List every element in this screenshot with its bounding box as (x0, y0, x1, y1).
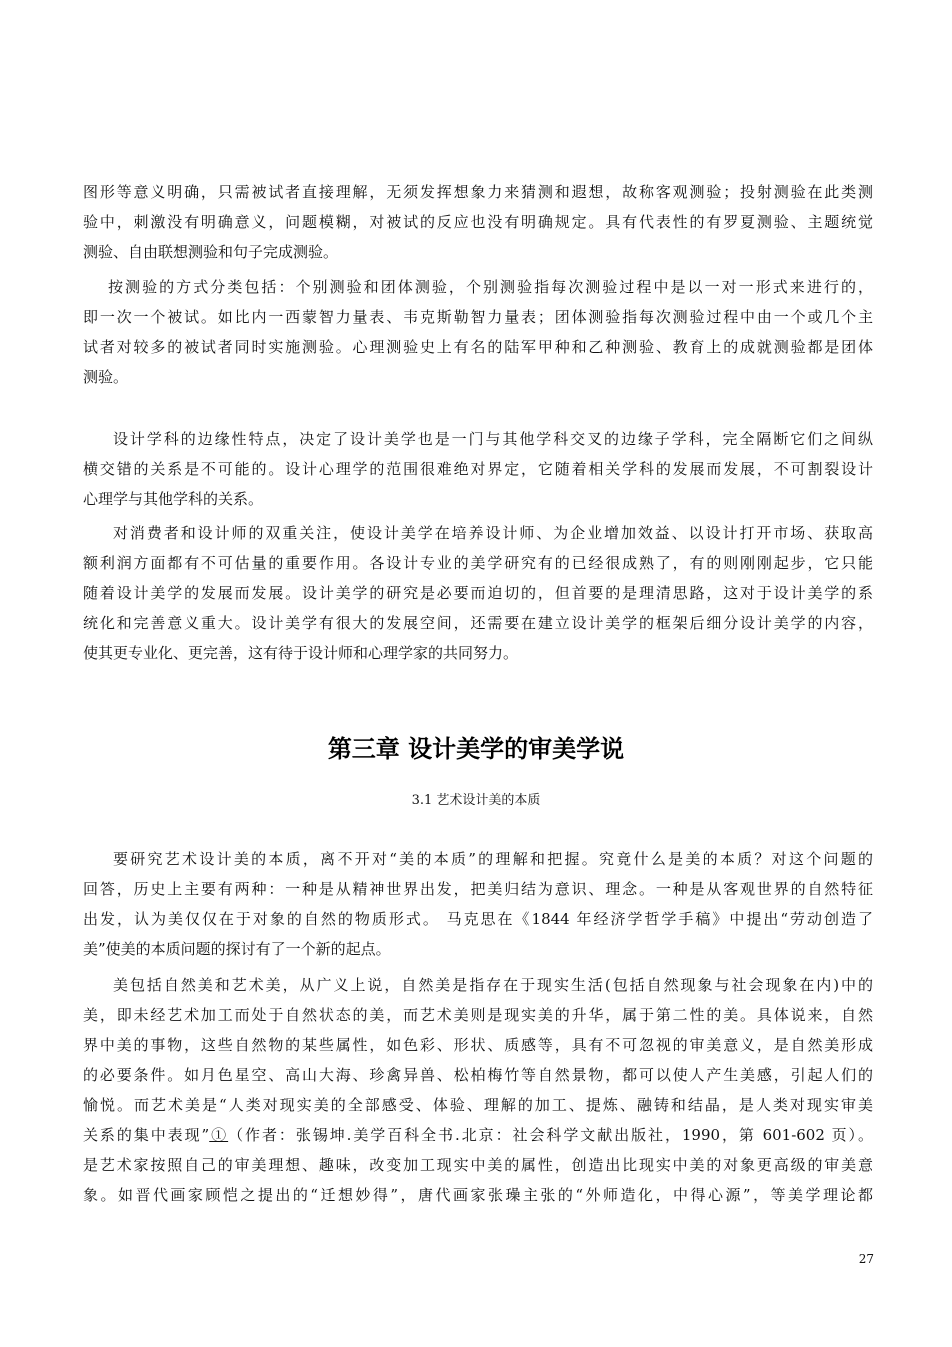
text-line: 美包括自然美和艺术美，从广义上说，自然美是指存在于现实生活(包括自然现象与社会现象在内)中的 (113, 976, 873, 994)
text-line: 的必要条件。如月色星空、高山大海、珍禽异兽、松柏梅竹等自然景物，都可以使人产生美感，引起人们的 (83, 1066, 873, 1084)
citation-text: （作者：张锡坤.美学百科全书.北京：社会科学文献出版社，1990，第 601-602 页）。 (228, 1126, 873, 1144)
text-line: 出发，认为美仅仅在于对象的自然的物质形式。 马克思在《1844 年经济学哲学手稿》中提出“劳动创造了 (83, 910, 873, 928)
text-line: 横交错的关系是不可能的。设计心理学的范围很难绝对界定，它随着相关学科的发展而发展，不可割裂设计 (83, 460, 873, 478)
text-line: 图形等意义明确，只需被试者直接理解，无须发挥想象力来猜测和遐想，故称客观测验；投射测验在此类测 (83, 183, 873, 201)
text-line: 心理学与其他学科的关系。 (83, 490, 264, 508)
text-line: 按测验的方式分类包括：个别测验和团体测验，个别测验指每次测验过程中是以一对一形式来进行的， (108, 278, 873, 296)
text-line: 要研究艺术设计美的本质，离不开对“美的本质”的理解和把握。究竟什么是美的本质？对这个问题的 (113, 850, 873, 868)
text-line: 统化和完善意义重大。设计美学有很大的发展空间，还需要在建立设计美学的框架后细分设计美学的内容， (83, 614, 873, 632)
text-line: 美”使美的本质问题的探讨有了一个新的起点。 (83, 940, 391, 958)
text-line: 象。如晋代画家顾恺之提出的“迁想妙得”，唐代画家张璪主张的“外师造化，中得心源”，等美学理论都 (83, 1186, 873, 1204)
text-line: 即一次一个被试。如比内一西蒙智力量表、韦克斯勒智力量表；团体测验指每次测验过程中由一个或几个主 (83, 308, 873, 326)
page-number: 27 (858, 1252, 874, 1266)
text-line: 对消费者和设计师的双重关注，使设计美学在培养设计师、为企业增加效益、以设计打开市场、获取高 (113, 524, 873, 542)
text-line: 验中，刺激没有明确意义，问题模糊，对被试的反应也没有明确规定。具有代表性的有罗夏测验、主题统觉 (83, 213, 873, 231)
text-line: 设计学科的边缘性特点，决定了设计美学也是一门与其他学科交叉的边缘子学科，完全隔断它们之间纵 (113, 430, 873, 448)
text-line-with-footnote (83, 1120, 873, 1150)
text-line: 回答，历史上主要有两种：一种是从精神世界出发，把美归结为意识、理念。一种是从客观世界的自然特征 (83, 880, 873, 898)
text-line: 愉悦。而艺术美是“人类对现实美的全部感受、体验、理解的加工、提炼、融铸和结晶，是人类对现实审美 (83, 1096, 873, 1114)
text-line: 随着设计美学的发展而发展。设计美学的研究是必要而迫切的，但首要的是理清思路，这对于设计美学的系 (83, 584, 873, 602)
text-line: 测验、自由联想测验和句子完成测验。 (83, 243, 339, 261)
section-title: 3.1 艺术设计美的本质 (411, 793, 541, 808)
text-line: 额利润方面都有不可估量的重要作用。各设计专业的美学研究有的已经很成熟了，有的则刚刚起步，它只能 (83, 554, 873, 572)
text-line: 是艺术家按照自己的审美理想、趣味，改变加工现实中美的属性，创造出比现实中美的对象更高级的审美意 (83, 1156, 873, 1174)
text-line: 测验。 (83, 368, 129, 386)
text-line: 美，即未经艺术加工而处于自然状态的美，而艺术美则是现实美的升华，属于第二性的美。具体说来，自然 (83, 1006, 873, 1024)
text-line: 使其更专业化、更完善，这有待于设计师和心理学家的共同努力。 (83, 644, 519, 662)
text-segment: 关系的集中表现” (83, 1126, 210, 1144)
text-line: 试者对较多的被试者同时实施测验。心理测验史上有名的陆军甲种和乙种测验、教育上的成就测验都是团体 (83, 338, 873, 356)
text-line: 界中美的事物，这些自然物的某些属性，如色彩、形状、质感等，具有不可忽视的审美意义，是自然美形成 (83, 1036, 873, 1054)
chapter-title: 第三章 设计美学的审美学说 (327, 735, 625, 763)
footnote-marker[interactable]: ① (209, 1126, 229, 1144)
